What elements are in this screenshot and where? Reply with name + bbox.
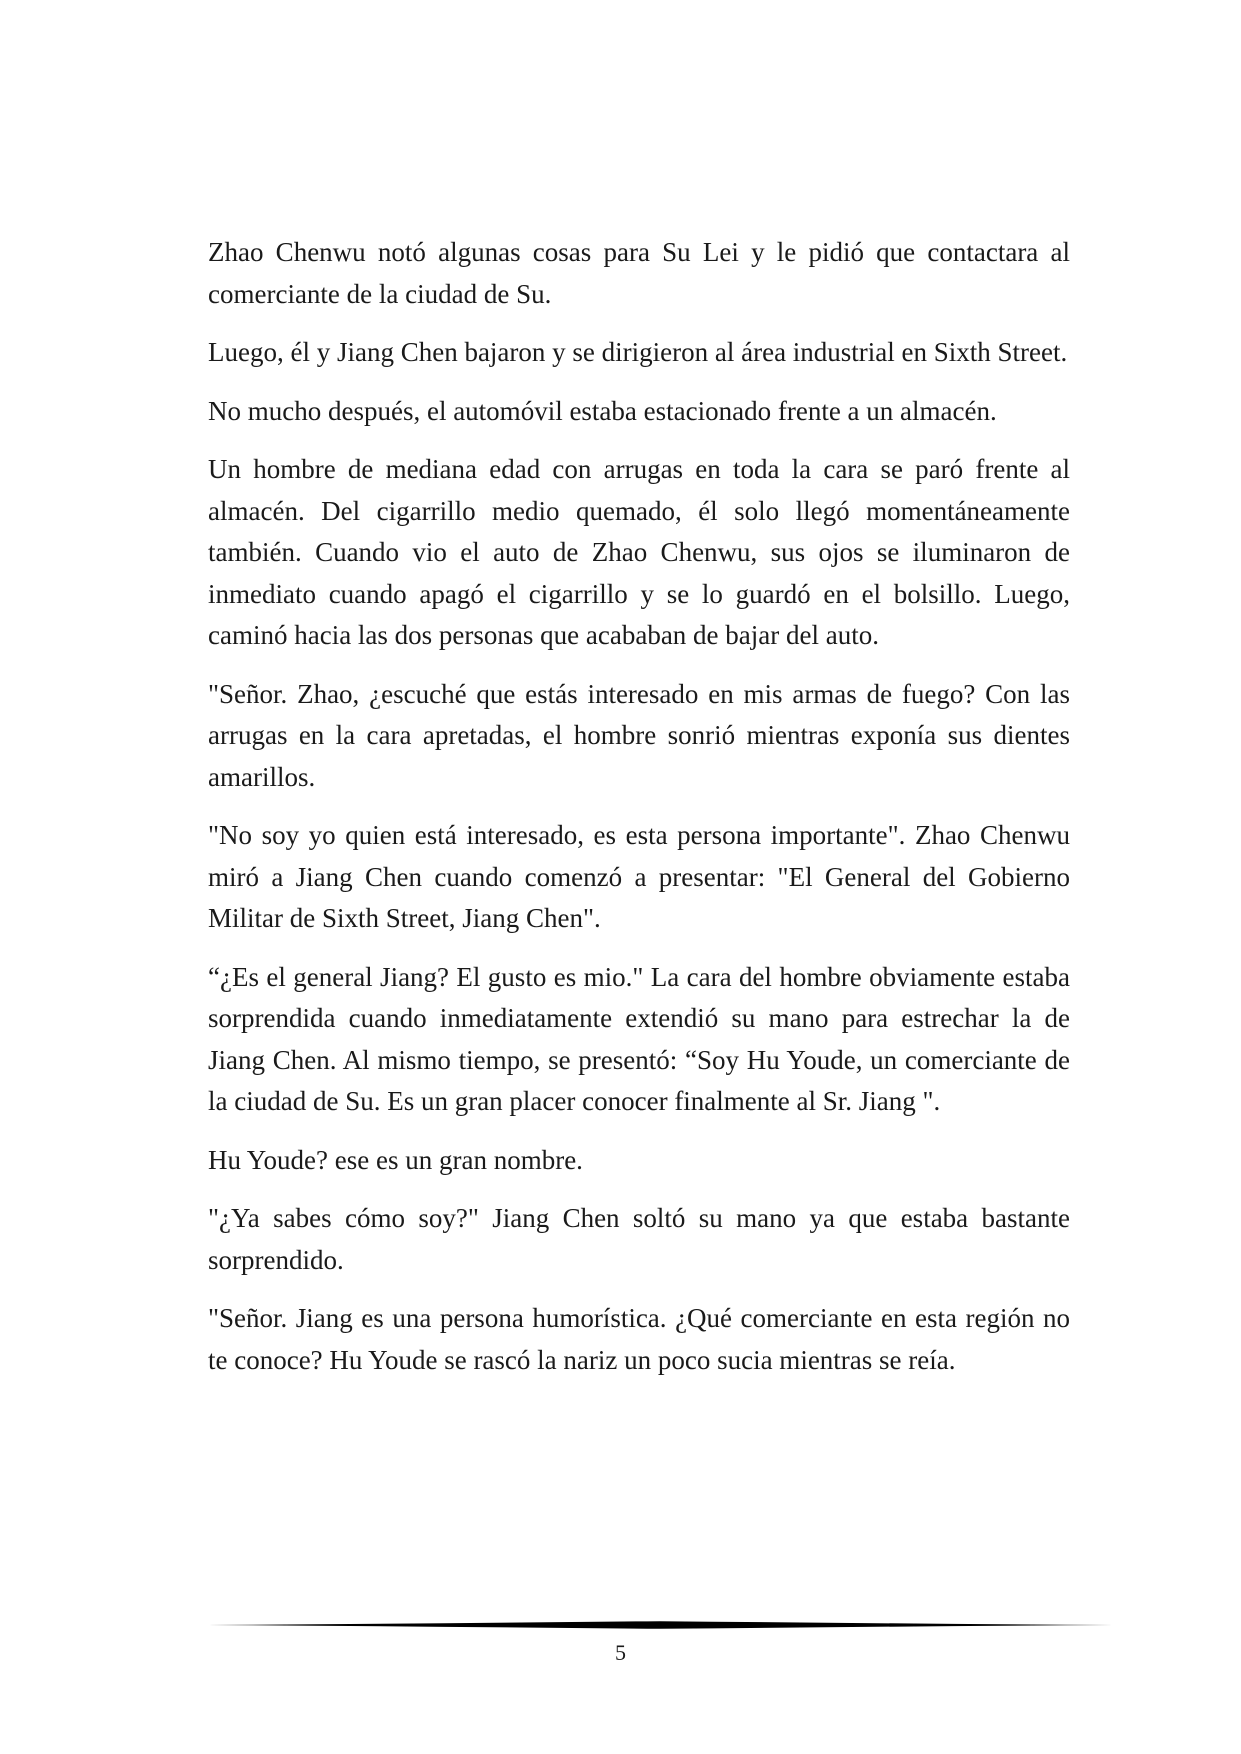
paragraph-3: No mucho después, el automóvil estaba estacionado frente a un almacén.	[208, 395, 997, 426]
paragraph-6: "No soy yo quien está interesado, es esta persona importante". Zhao Chenwu miró a Jiang Chen cuando comenzó a presentar: "El General del Gobierno Militar de Sixth Street, Jiang Chen".	[208, 820, 1070, 933]
page-number: 5	[615, 1640, 626, 1665]
paragraph-1: Zhao Chenwu notó algunas cosas para Su Lei y le pidió que contactara al comerciante de la ciudad de Su.	[208, 237, 1070, 309]
footer-divider	[208, 1618, 1113, 1632]
paragraph-4: Un hombre de mediana edad con arrugas en toda la cara se paró frente al almacén. Del cigarrillo medio quemado, él solo llegó momentáneamente también. Cuando vio el auto de Zhao Chenwu, sus ojos se iluminaron de inmediato cuando apagó el cigarrillo y se lo guardó en el bolsillo. Luego, caminó hacia las dos personas que acababan de bajar del auto.	[208, 454, 1070, 650]
body-text	[208, 232, 1070, 1398]
paragraph-2: Luego, él y Jiang Chen bajaron y se dirigieron al área industrial en Sixth Street.	[208, 337, 1068, 367]
paragraph-10: "Señor. Jiang es una persona humorística. ¿Qué comerciante en esta región no te conoce? Hu Youde se rascó la nariz un poco sucia mientras se reía.	[208, 1303, 1070, 1375]
paragraph-5: "Señor. Zhao, ¿escuché que estás interesado en mis armas de fuego? Con las arrugas en la cara apretadas, el hombre sonrió mientras exponía sus dientes amarillos.	[208, 678, 1070, 792]
paragraph-7: “¿Es el general Jiang? El gusto es mio." La cara del hombre obviamente estaba sorprendida cuando inmediatamente extendió su mano para estrechar la de Jiang Chen. Al mismo tiempo, se presentó: “Soy Hu Youde, un comerciante de la ciudad de Su. Es un gran placer conocer finalmente al Sr. Jiang ".	[208, 961, 1070, 1116]
paragraph-9: "¿Ya sabes cómo soy?" Jiang Chen soltó su mano ya que estaba bastante sorprendido.	[208, 1203, 1070, 1275]
paragraph-8: Hu Youde? ese es un gran nombre.	[208, 1144, 583, 1175]
